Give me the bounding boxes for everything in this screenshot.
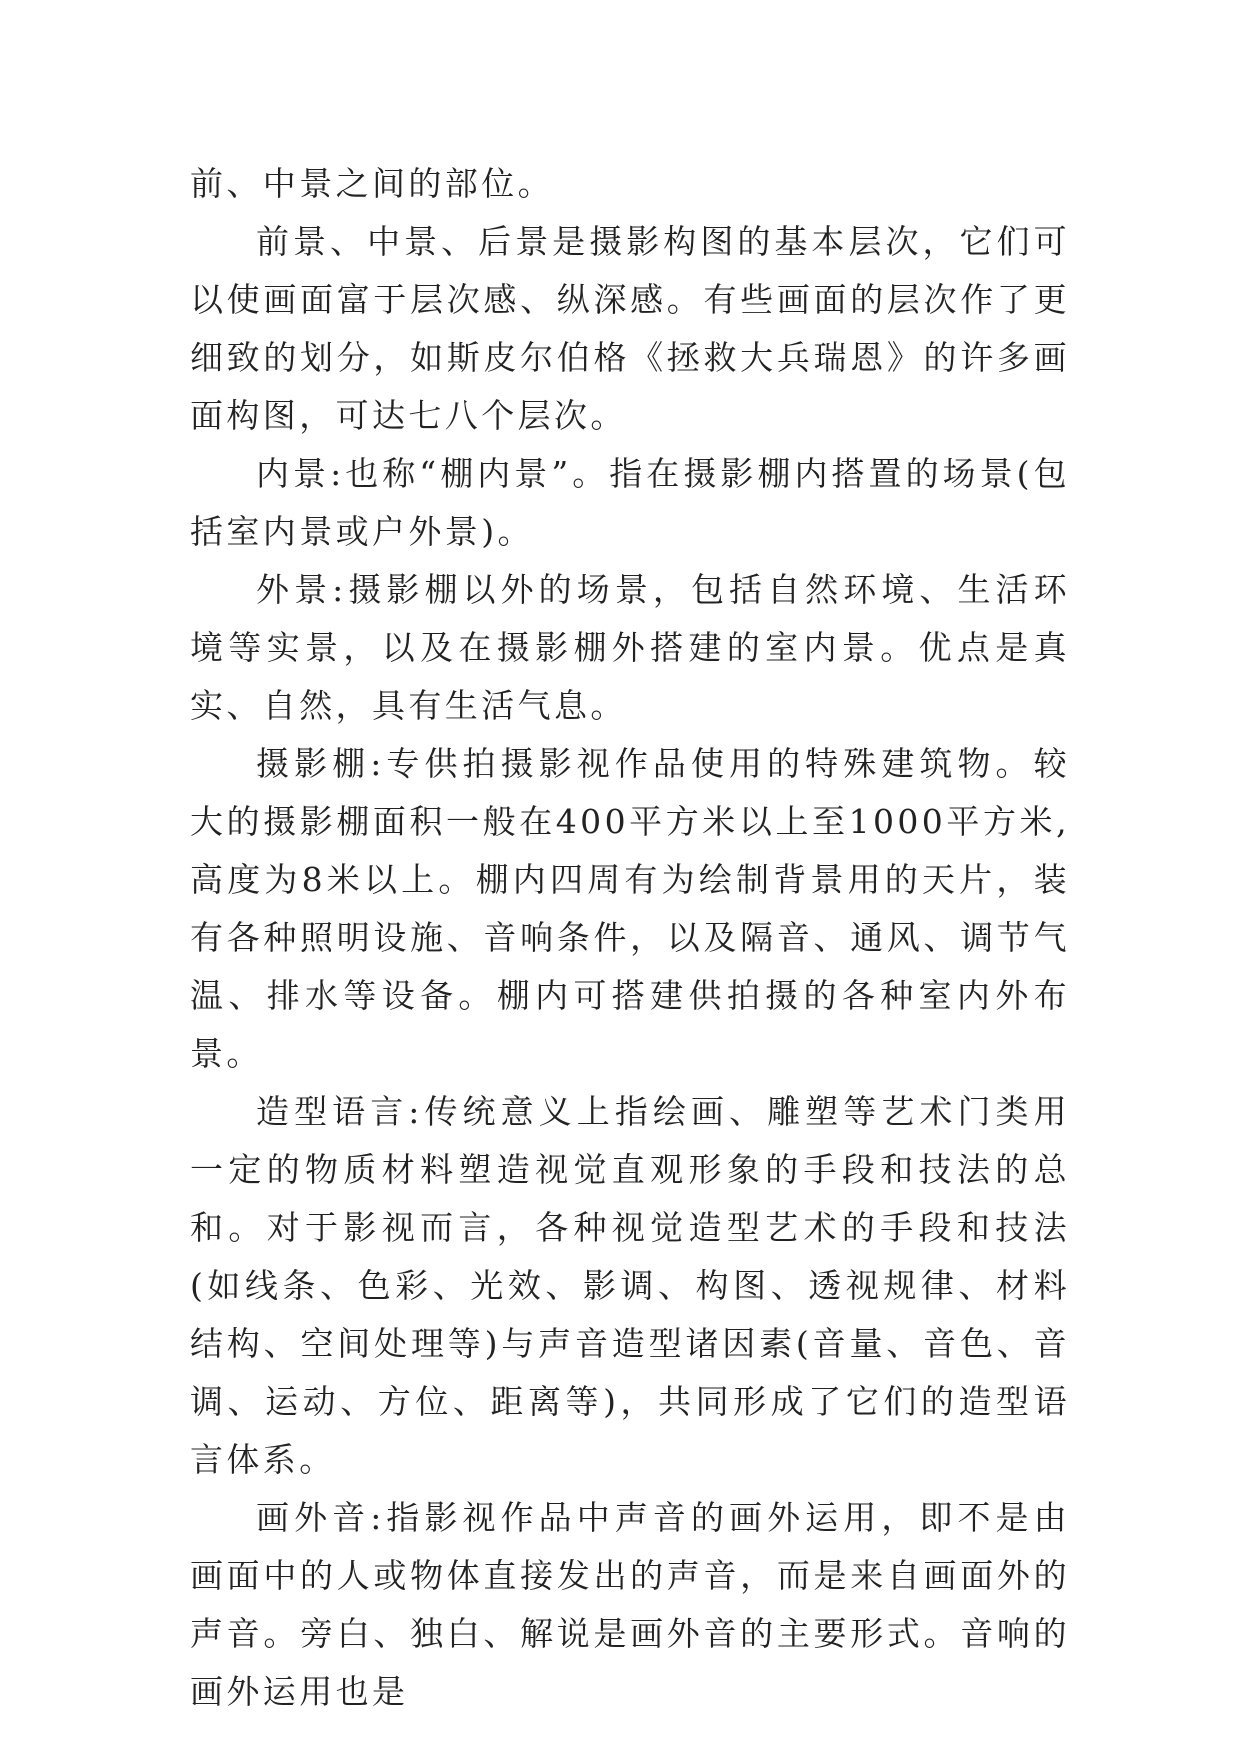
body-text: [190, 155, 1070, 1721]
paragraph-studio: 摄影棚:专供拍摄影视作品使用的特殊建筑物。较大的摄影棚面积一般在400平方米以上至1000平方米,高度为8米以上。棚内四周有为绘制背景用的天片，装有各种照明设施、音响条件，以及隔音、通风、调节气温、排水等设备。棚内可搭建供拍摄的各种室内外布景。: [190, 744, 1070, 1073]
paragraph-interior-scene: 内景:也称“棚内景”。指在摄影棚内搭置的场景(包括室内景或户外景)。: [190, 454, 1070, 551]
paragraph-exterior-scene: 外景:摄影棚以外的场景，包括自然环境、生活环境等实景，以及在摄影棚外搭建的室内景。优点是真实、自然，具有生活气息。: [190, 570, 1070, 725]
paragraph-voice-over: 画外音:指影视作品中声音的画外运用，即不是由画面中的人或物体直接发出的声音，而是来自画面外的声音。旁白、独白、解说是画外音的主要形式。音响的画外运用也是: [190, 1498, 1070, 1711]
paragraph-layers: 前景、中景、后景是摄影构图的基本层次，它们可以使画面富于层次感、纵深感。有些画面的层次作了更细致的划分，如斯皮尔伯格《拯救大兵瑞恩》的许多画面构图，可达七八个层次。: [190, 222, 1070, 435]
paragraph-visual-language: 造型语言:传统意义上指绘画、雕塑等艺术门类用一定的物质材料塑造视觉直观形象的手段和技法的总和。对于影视而言，各种视觉造型艺术的手段和技法(如线条、色彩、光效、影调、构图、透视规律、材料结构、空间处理等)与声音造型诸因素(音量、音色、音调、运动、方位、距离等)，共同形成了它们的造型语言体系。: [190, 1092, 1070, 1479]
paragraph-continuation: 前、中景之间的部位。: [190, 164, 554, 203]
